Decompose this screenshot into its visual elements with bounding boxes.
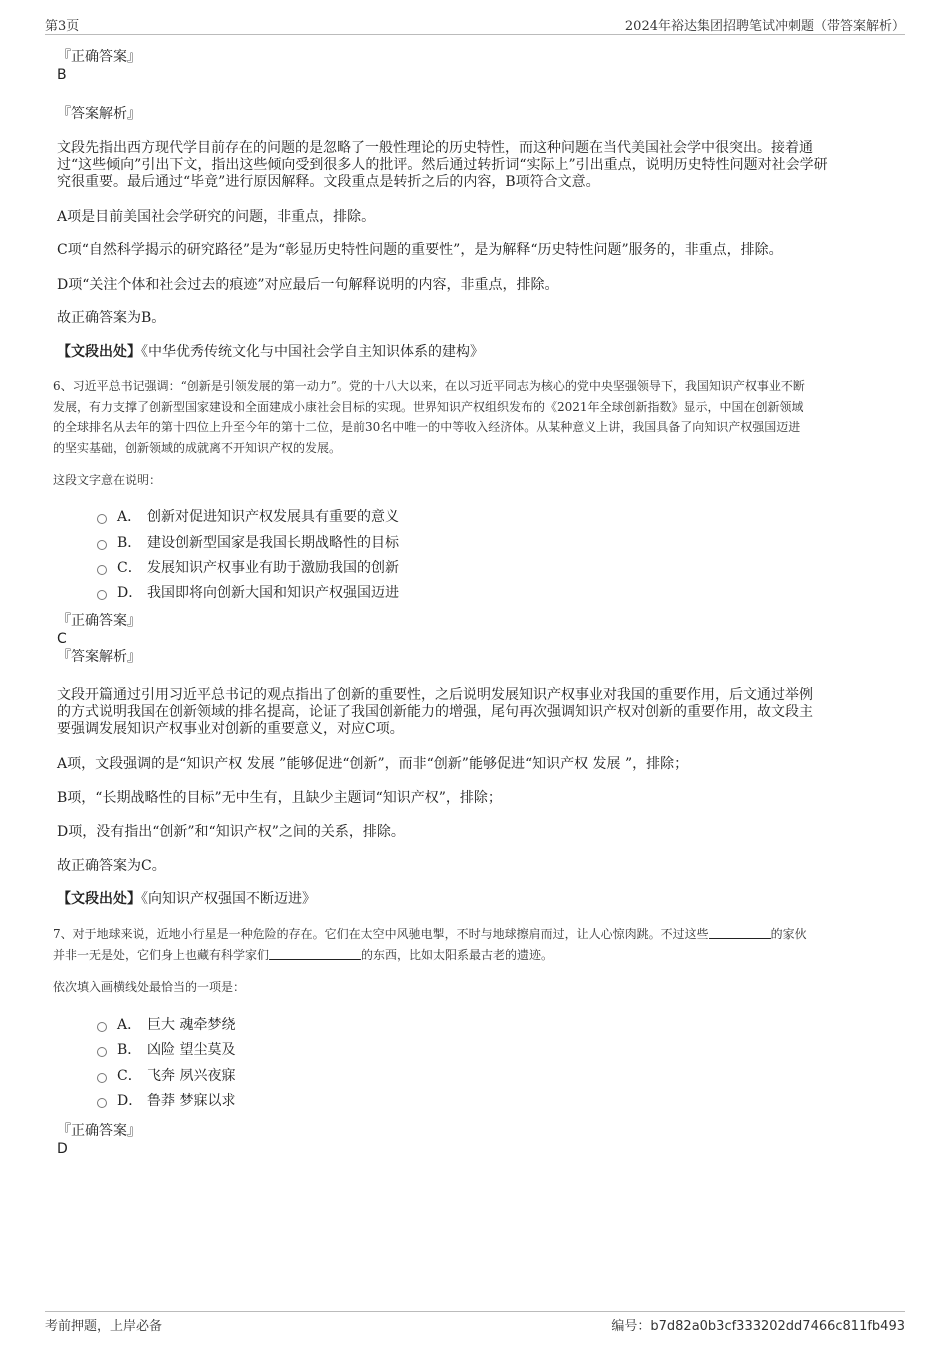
code-label: 编号： <box>611 1319 651 1334</box>
option-letter: B． <box>117 1042 142 1058</box>
radio-icon[interactable] <box>97 565 107 575</box>
analysis-point-a: A项，文段强调的是“知识产权 发展 ”能够促进“创新”，而非“创新”能够促进“知识产权 发展 ”，排除； <box>57 756 689 772</box>
radio-icon[interactable] <box>97 514 107 524</box>
analysis-line: 要强调发展知识产权事业对创新的重要意义，对应C项。 <box>57 721 404 737</box>
correct-answer-value: D <box>57 1141 68 1157</box>
page-header <box>45 14 905 35</box>
analysis-line: 文段先指出西方现代学目前存在的问题的是忽略了一般性理论的历史特性，而这种问题在当代美国社会学中很突出。接着通 <box>57 140 813 156</box>
option-b[interactable] <box>97 1041 235 1059</box>
analysis-line: 文段开篇通过引用习近平总书记的观点指出了创新的重要性，之后说明发展知识产权事业对我国的重要作用，后文通过举例 <box>57 687 813 703</box>
option-text: 飞奔 夙兴夜寐 <box>147 1068 236 1084</box>
correct-answer-label: 『正确答案』 <box>57 613 141 629</box>
analysis-paragraph <box>57 687 897 738</box>
source-title: 《向知识产权强国不断迈进》 <box>141 891 316 907</box>
correct-answer-label: 『正确答案』 <box>57 1123 141 1139</box>
option-text: 鲁莽 梦寐以求 <box>147 1093 236 1109</box>
option-letter: C． <box>117 560 142 576</box>
analysis-label: 『答案解析』 <box>57 106 141 122</box>
option-text: 巨大 魂牵梦绕 <box>147 1017 236 1033</box>
option-letter: B． <box>117 535 142 551</box>
analysis-paragraph <box>57 140 897 191</box>
option-d[interactable] <box>97 1092 235 1110</box>
radio-icon[interactable] <box>97 1098 107 1108</box>
option-c[interactable] <box>97 559 399 577</box>
source-label: 【文段出处】 <box>57 891 141 907</box>
source-line <box>57 343 897 361</box>
analysis-line: 过“这些倾向”引出下文，指出这些倾向受到很多人的批评。然后通过转折词“实际上”引出重点，说明历史特性问题对社会学研 <box>57 157 828 173</box>
radio-icon[interactable] <box>97 590 107 600</box>
stem-line: 6、习近平总书记强调：“创新是引领发展的第一动力”。党的十八大以来，在以习近平同志为核心的党中央坚强领导下，我国知识产权事业不断 <box>53 379 805 393</box>
stem-text: 的家伙 <box>770 927 807 941</box>
analysis-point-b: B项，“长期战略性的目标”无中生有，且缺少主题词“知识产权”，排除； <box>57 790 502 806</box>
stem-line: 的全球排名从去年的第十四位上升至今年的第十二位，是前30名中唯一的中等收入经济体。从某种意义上讲，我国具备了向知识产权强国迈进 <box>53 420 801 434</box>
option-c[interactable] <box>97 1067 235 1085</box>
stem-text: 7、对于地球来说，近地小行星是一种危险的存在。它们在太空中风驰电掣，不时与地球擦肩而过，让人心惊肉跳。不过这些 <box>53 927 709 941</box>
option-a[interactable] <box>97 508 399 526</box>
source-label: 【文段出处】 <box>57 344 141 360</box>
option-letter: A． <box>117 1017 142 1033</box>
fill-blank <box>709 926 771 939</box>
stem-text: 并非一无是处，它们身上也藏有科学家们 <box>53 947 270 962</box>
radio-icon[interactable] <box>97 1022 107 1032</box>
analysis-conclusion: 故正确答案为B。 <box>57 310 166 326</box>
option-letter: A． <box>117 509 142 525</box>
source-title: 《中华优秀传统文化与中国社会学自主知识体系的建构》 <box>141 344 484 360</box>
stem-text: 的东西，比如太阳系最古老的遗迹。 <box>361 947 554 962</box>
document-code <box>611 1315 905 1334</box>
radio-icon[interactable] <box>97 1073 107 1083</box>
analysis-point-d: D项“关注个体和社会过去的痕迹”对应最后一句解释说明的内容，非重点，排除。 <box>57 277 559 293</box>
option-letter: D． <box>117 585 143 601</box>
radio-icon[interactable] <box>97 540 107 550</box>
page-footer <box>45 1311 905 1334</box>
option-b[interactable] <box>97 534 399 552</box>
option-text: 我国即将向创新大国和知识产权强国迈进 <box>147 585 399 601</box>
correct-answer-value: C <box>57 631 67 647</box>
analysis-line: 的方式说明我国在创新领域的排名提高，论证了我国创新能力的增强，尾句再次强调知识产权对创新的重要作用，故文段主 <box>57 704 813 720</box>
analysis-conclusion: 故正确答案为C。 <box>57 858 166 874</box>
document-title: 2024年裕达集团招聘笔试冲刺题（带答案解析） <box>624 19 905 34</box>
footer-slogan: 考前押题，上岸必备 <box>45 1319 163 1334</box>
question-ask: 这段文字意在说明： <box>53 473 162 487</box>
question-stem <box>53 924 899 965</box>
option-text: 发展知识产权事业有助于激励我国的创新 <box>147 560 399 576</box>
option-letter: C． <box>117 1068 142 1084</box>
analysis-point-c: C项“自然科学揭示的研究路径”是为“彰显历史特性问题的重要性”，是为解释“历史特性问题”服务的，非重点，排除。 <box>57 242 783 258</box>
analysis-label: 『答案解析』 <box>57 649 141 665</box>
question-ask: 依次填入画横线处最恰当的一项是： <box>53 980 246 994</box>
analysis-point-a: A项是目前美国社会学研究的问题，非重点，排除。 <box>57 209 376 225</box>
correct-answer-value: B <box>57 67 67 83</box>
option-text: 凶险 望尘莫及 <box>147 1042 236 1058</box>
stem-line: 的坚实基础，创新领域的成就离不开知识产权的发展。 <box>53 440 342 455</box>
option-letter: D． <box>117 1093 143 1109</box>
correct-answer-label: 『正确答案』 <box>57 49 141 65</box>
code-value: b7d82a0b3cf333202dd7466c811fb493 <box>650 1319 905 1334</box>
radio-icon[interactable] <box>97 1047 107 1057</box>
fill-blank <box>269 947 361 960</box>
question-stem <box>53 376 899 458</box>
option-a[interactable] <box>97 1016 235 1034</box>
option-text: 创新对促进知识产权发展具有重要的意义 <box>147 509 399 525</box>
option-text: 建设创新型国家是我国长期战略性的目标 <box>147 535 399 551</box>
page-number: 第3页 <box>45 19 80 34</box>
option-d[interactable] <box>97 584 399 602</box>
stem-line: 发展，有力支撑了创新型国家建设和全面建成小康社会目标的实现。世界知识产权组织发布的《2021年全球创新指数》显示，中国在创新领域 <box>53 399 804 414</box>
source-line <box>57 890 897 908</box>
analysis-point-d: D项，没有指出“创新”和“知识产权”之间的关系，排除。 <box>57 824 405 840</box>
analysis-line: 究很重要。最后通过“毕竟”进行原因解释。文段重点是转折之后的内容，B项符合文意。 <box>57 174 600 190</box>
